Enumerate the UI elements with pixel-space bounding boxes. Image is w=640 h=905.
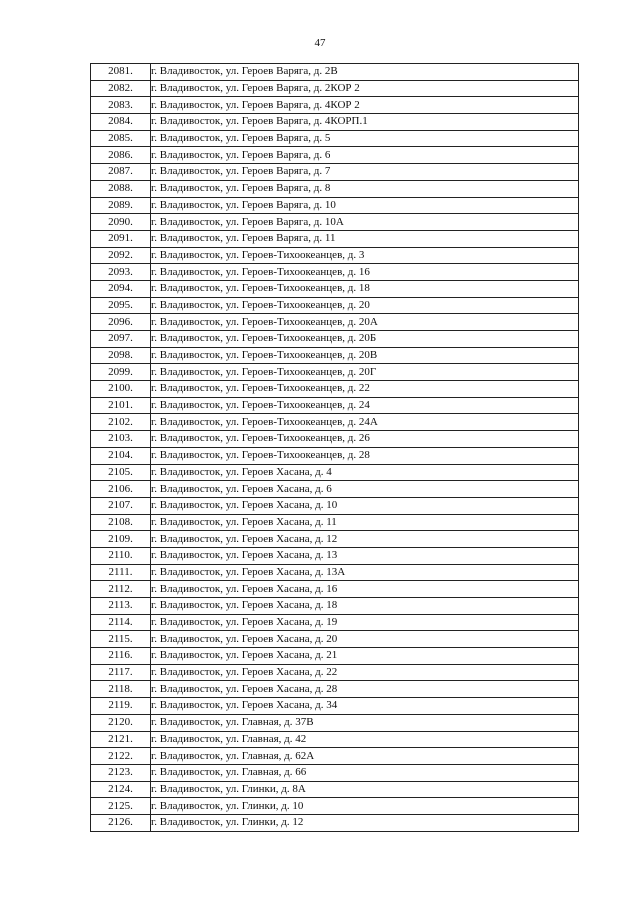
table-row <box>91 97 579 114</box>
row-number: 2115. <box>91 631 151 648</box>
row-address: г. Владивосток, ул. Героев-Тихоокеанцев, д. 28 <box>151 447 579 464</box>
row-number: 2125. <box>91 798 151 815</box>
row-address: г. Владивосток, ул. Главная, д. 62А <box>151 748 579 765</box>
row-number: 2102. <box>91 414 151 431</box>
table-row <box>91 481 579 498</box>
row-address: г. Владивосток, ул. Героев Хасана, д. 4 <box>151 464 579 481</box>
table-row <box>91 381 579 398</box>
table-row <box>91 80 579 97</box>
row-number: 2120. <box>91 714 151 731</box>
table-row <box>91 64 579 81</box>
table-row <box>91 364 579 381</box>
address-table-body <box>91 64 579 832</box>
row-number: 2111. <box>91 564 151 581</box>
table-row <box>91 464 579 481</box>
table-row <box>91 664 579 681</box>
row-number: 2110. <box>91 547 151 564</box>
table-row <box>91 331 579 348</box>
row-address: г. Владивосток, ул. Героев Варяга, д. 7 <box>151 164 579 181</box>
row-address: г. Владивосток, ул. Героев Варяга, д. 4КОР 2 <box>151 97 579 114</box>
table-row <box>91 114 579 131</box>
row-address: г. Владивосток, ул. Глинки, д. 8А <box>151 781 579 798</box>
row-number: 2122. <box>91 748 151 765</box>
table-row <box>91 347 579 364</box>
row-address: г. Владивосток, ул. Героев-Тихоокеанцев, д. 22 <box>151 381 579 398</box>
table-row <box>91 214 579 231</box>
row-number: 2124. <box>91 781 151 798</box>
table-row <box>91 764 579 781</box>
row-address: г. Владивосток, ул. Героев-Тихоокеанцев, д. 18 <box>151 280 579 297</box>
row-address: г. Владивосток, ул. Героев Варяга, д. 5 <box>151 130 579 147</box>
table-row <box>91 247 579 264</box>
row-address: г. Владивосток, ул. Героев Хасана, д. 6 <box>151 481 579 498</box>
row-number: 2097. <box>91 331 151 348</box>
row-number: 2093. <box>91 264 151 281</box>
row-address: г. Владивосток, ул. Героев-Тихоокеанцев, д. 20Г <box>151 364 579 381</box>
table-row <box>91 714 579 731</box>
row-number: 2116. <box>91 648 151 665</box>
table-row <box>91 781 579 798</box>
row-address: г. Владивосток, ул. Героев Хасана, д. 13 <box>151 547 579 564</box>
page-number: 47 <box>314 37 326 49</box>
table-row <box>91 180 579 197</box>
row-address: г. Владивосток, ул. Героев Варяга, д. 10 <box>151 197 579 214</box>
row-number: 2105. <box>91 464 151 481</box>
row-address: г. Владивосток, ул. Героев Варяга, д. 4КОРП.1 <box>151 114 579 131</box>
table-row <box>91 631 579 648</box>
row-address: г. Владивосток, ул. Героев Варяга, д. 2В <box>151 64 579 81</box>
row-number: 2086. <box>91 147 151 164</box>
table-row <box>91 547 579 564</box>
row-number: 2113. <box>91 598 151 615</box>
table-row <box>91 164 579 181</box>
row-number: 2095. <box>91 297 151 314</box>
table-row <box>91 598 579 615</box>
row-address: г. Владивосток, ул. Главная, д. 42 <box>151 731 579 748</box>
row-address: г. Владивосток, ул. Героев Варяга, д. 11 <box>151 230 579 247</box>
row-address: г. Владивосток, ул. Глинки, д. 12 <box>151 814 579 831</box>
row-address: г. Владивосток, ул. Героев Варяга, д. 6 <box>151 147 579 164</box>
row-number: 2085. <box>91 130 151 147</box>
row-address: г. Владивосток, ул. Героев Хасана, д. 16 <box>151 581 579 598</box>
table-row <box>91 731 579 748</box>
row-number: 2121. <box>91 731 151 748</box>
row-address: г. Владивосток, ул. Героев-Тихоокеанцев, д. 3 <box>151 247 579 264</box>
row-number: 2099. <box>91 364 151 381</box>
row-address: г. Владивосток, ул. Героев Хасана, д. 21 <box>151 648 579 665</box>
row-number: 2096. <box>91 314 151 331</box>
row-number: 2107. <box>91 497 151 514</box>
table-row <box>91 531 579 548</box>
table-row <box>91 147 579 164</box>
row-address: г. Владивосток, ул. Героев Хасана, д. 20 <box>151 631 579 648</box>
row-number: 2112. <box>91 581 151 598</box>
row-number: 2087. <box>91 164 151 181</box>
row-address: г. Владивосток, ул. Героев-Тихоокеанцев, д. 16 <box>151 264 579 281</box>
table-row <box>91 581 579 598</box>
table-row <box>91 497 579 514</box>
row-address: г. Владивосток, ул. Героев Варяга, д. 2КОР 2 <box>151 80 579 97</box>
row-number: 2082. <box>91 80 151 97</box>
row-number: 2117. <box>91 664 151 681</box>
table-row <box>91 297 579 314</box>
row-number: 2091. <box>91 230 151 247</box>
address-table <box>90 63 579 832</box>
row-number: 2101. <box>91 397 151 414</box>
row-address: г. Владивосток, ул. Героев-Тихоокеанцев, д. 20В <box>151 347 579 364</box>
row-address: г. Владивосток, ул. Героев Хасана, д. 10 <box>151 497 579 514</box>
row-address: г. Владивосток, ул. Героев Хасана, д. 13А <box>151 564 579 581</box>
table-row <box>91 130 579 147</box>
table-row <box>91 447 579 464</box>
table-row <box>91 614 579 631</box>
table-row <box>91 814 579 831</box>
table-row <box>91 397 579 414</box>
row-number: 2109. <box>91 531 151 548</box>
row-address: г. Владивосток, ул. Героев Хасана, д. 28 <box>151 681 579 698</box>
row-number: 2092. <box>91 247 151 264</box>
row-number: 2098. <box>91 347 151 364</box>
row-address: г. Владивосток, ул. Героев-Тихоокеанцев, д. 26 <box>151 431 579 448</box>
row-address: г. Владивосток, ул. Героев Варяга, д. 8 <box>151 180 579 197</box>
row-number: 2094. <box>91 280 151 297</box>
table-row <box>91 648 579 665</box>
row-address: г. Владивосток, ул. Главная, д. 66 <box>151 764 579 781</box>
table-row <box>91 698 579 715</box>
row-address: г. Владивосток, ул. Героев-Тихоокеанцев, д. 24 <box>151 397 579 414</box>
row-address: г. Владивосток, ул. Героев-Тихоокеанцев, д. 20 <box>151 297 579 314</box>
row-number: 2123. <box>91 764 151 781</box>
table-row <box>91 431 579 448</box>
row-number: 2081. <box>91 64 151 81</box>
table-row <box>91 798 579 815</box>
row-address: г. Владивосток, ул. Героев-Тихоокеанцев, д. 24А <box>151 414 579 431</box>
row-number: 2126. <box>91 814 151 831</box>
row-address: г. Владивосток, ул. Героев Варяга, д. 10А <box>151 214 579 231</box>
row-number: 2088. <box>91 180 151 197</box>
table-row <box>91 514 579 531</box>
table-row <box>91 280 579 297</box>
table-row <box>91 564 579 581</box>
table-row <box>91 197 579 214</box>
row-address: г. Владивосток, ул. Героев-Тихоокеанцев, д. 20А <box>151 314 579 331</box>
table-row <box>91 230 579 247</box>
row-number: 2083. <box>91 97 151 114</box>
row-address: г. Владивосток, ул. Главная, д. 37В <box>151 714 579 731</box>
table-row <box>91 414 579 431</box>
row-address: г. Владивосток, ул. Героев Хасана, д. 22 <box>151 664 579 681</box>
row-number: 2100. <box>91 381 151 398</box>
row-address: г. Владивосток, ул. Героев Хасана, д. 34 <box>151 698 579 715</box>
table-row <box>91 748 579 765</box>
row-number: 2114. <box>91 614 151 631</box>
row-number: 2104. <box>91 447 151 464</box>
row-number: 2089. <box>91 197 151 214</box>
row-number: 2084. <box>91 114 151 131</box>
row-number: 2090. <box>91 214 151 231</box>
row-address: г. Владивосток, ул. Героев Хасана, д. 19 <box>151 614 579 631</box>
row-number: 2119. <box>91 698 151 715</box>
row-number: 2108. <box>91 514 151 531</box>
row-address: г. Владивосток, ул. Героев Хасана, д. 12 <box>151 531 579 548</box>
row-number: 2106. <box>91 481 151 498</box>
row-address: г. Владивосток, ул. Глинки, д. 10 <box>151 798 579 815</box>
table-row <box>91 681 579 698</box>
row-address: г. Владивосток, ул. Героев-Тихоокеанцев, д. 20Б <box>151 331 579 348</box>
table-row <box>91 314 579 331</box>
row-number: 2118. <box>91 681 151 698</box>
row-number: 2103. <box>91 431 151 448</box>
table-row <box>91 264 579 281</box>
row-address: г. Владивосток, ул. Героев Хасана, д. 11 <box>151 514 579 531</box>
row-address: г. Владивосток, ул. Героев Хасана, д. 18 <box>151 598 579 615</box>
